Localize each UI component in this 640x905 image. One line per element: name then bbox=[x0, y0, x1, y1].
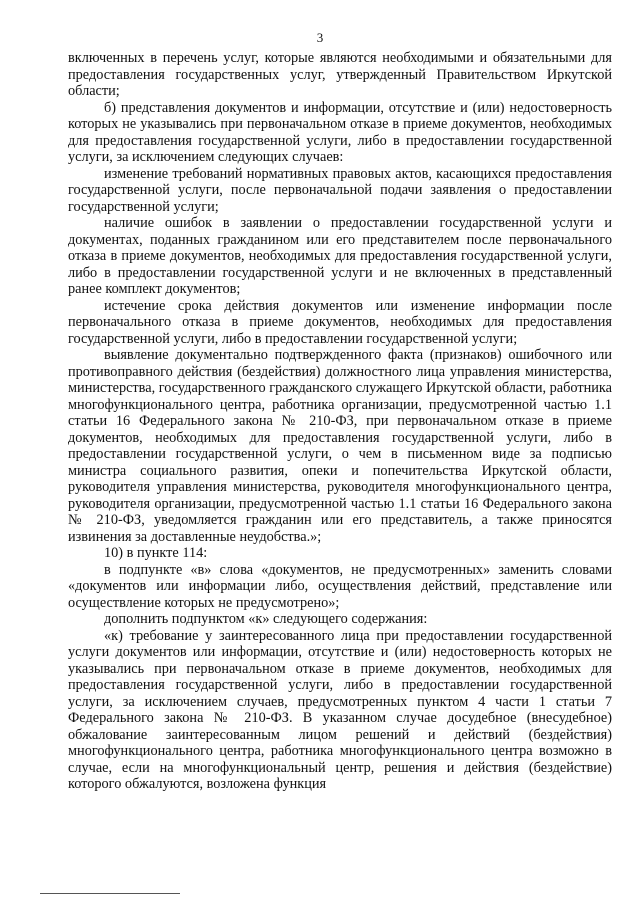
paragraph: наличие ошибок в заявлении о предоставлении государственной услуги и документах, поданных гражданином или его представителем после первоначального отказа в приеме документов, необходимых для предоставления государственной услуги, либо в предоставлении государственной услуги и не включенных в представленный ранее комплект документов; bbox=[68, 215, 612, 297]
page-number: 3 bbox=[316, 30, 324, 45]
paragraph: изменение требований нормативных правовых актов, касающихся предоставления государственной услуги, после первоначальной подачи заявления о предоставлении государственной услуги; bbox=[68, 165, 612, 215]
paragraph: «к) требование у заинтересованного лица при предоставлении государственной услуги документов или информации, отсутствие и (или) недостоверность которых не указывались при первоначальном отказе в приеме документов, необходимых для предоставления государственной услуги, либо в предоставлении государственной услуги, за исключением случаев, предусмотренных пунктом 4 части 1 статьи 7 Федерального закона № 210-ФЗ. В указанном случае досудебное (внесудебное) обжалование заинтересованным лицом решений и действий (бездействия) многофункционального центра, работника многофункционального центра возможно в случае, если на многофункциональный центр, решения и действия (бездействие) которого обжалуются, возложена функция bbox=[68, 627, 612, 792]
footer-divider bbox=[40, 893, 180, 894]
paragraph: б) представления документов и информации, отсутствие и (или) недостоверность которых не указывались при первоначальном отказе в приеме документов, необходимых для предоставления государственной услуги, либо в предоставлении государственной услуги, за исключением следующих случаев: bbox=[68, 99, 612, 165]
paragraph: дополнить подпунктом «к» следующего содержания: bbox=[104, 611, 428, 627]
document-body bbox=[68, 50, 612, 793]
paragraph: 10) в пункте 114: bbox=[104, 545, 208, 561]
paragraph: истечение срока действия документов или изменение информации после первоначального отказа в приеме документов, необходимых для предоставления государственной услуги, либо в предоставлении государственной услуги; bbox=[68, 297, 612, 347]
paragraph: включенных в перечень услуг, которые являются необходимыми и обязательными для предоставления государственных услуг, утвержденный Правительством Иркутской области; bbox=[68, 50, 612, 99]
paragraph: выявление документально подтвержденного факта (признаков) ошибочного или противоправного действия (бездействия) должностного лица управления министерства, министерства, государственного гражданского служащего Иркутской области, работника многофункционального центра, работника организации, предусмотренной частью 1.1 статьи 16 Федерального закона № 210-ФЗ, при первоначальном отказе в приеме документов, необходимых для предоставления государственной услуги, либо в предоставлении государственной услуги, о чем в письменном виде за подписью министра социального развития, опеки и попечительства Иркутской области, руководителя управления министерства, руководителя многофункционального центра, руководителя организации, предусмотренной частью 1.1 статьи 16 Федерального закона № 210-ФЗ, уведомляется гражданин или его представитель, а также приносятся извинения за доставленные неудобства.»; bbox=[68, 347, 612, 545]
paragraph: в подпункте «в» слова «документов, не предусмотренных» заменить словами «документов или информации либо, осуществления действий, представление или осуществление которых не предусмотрено»; bbox=[68, 561, 612, 611]
